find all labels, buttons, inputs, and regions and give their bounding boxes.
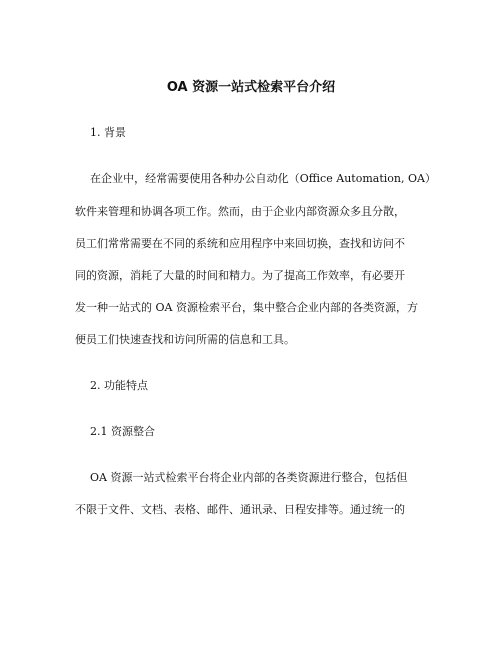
- paragraph-line: 员工们常常需要在不同的系统和应用程序中来回切换，查找和访问不: [75, 237, 405, 250]
- paragraph-line: 软件来管理和协调各项工作。然而，由于企业内部资源众多且分散，: [75, 205, 405, 218]
- paragraph-line: 不限于文件、文档、表格、邮件、通讯录、日程安排等。通过统一的: [75, 503, 405, 516]
- paragraph-line: 发一种一站式的 OA 资源检索平台，集中整合企业内部的各类资源，方: [75, 301, 418, 314]
- subsection-heading-integration: 2.1 资源整合: [90, 425, 155, 438]
- section-heading-background: 1. 背景: [90, 126, 126, 139]
- section-heading-features: 2. 功能特点: [90, 379, 148, 392]
- paragraph-line: OA 资源一站式检索平台将企业内部的各类资源进行整合，包括但: [90, 471, 408, 484]
- paragraph-line: 便员工们快速查找和访问所需的信息和工具。: [75, 333, 295, 346]
- document-title: OA 资源一站式检索平台介绍: [166, 80, 336, 95]
- paragraph-line: 在企业中，经常需要使用各种办公自动化（Office Automation, OA）: [90, 172, 436, 185]
- paragraph-line: 同的资源，消耗了大量的时间和精力。为了提高工作效率，有必要开: [75, 269, 405, 282]
